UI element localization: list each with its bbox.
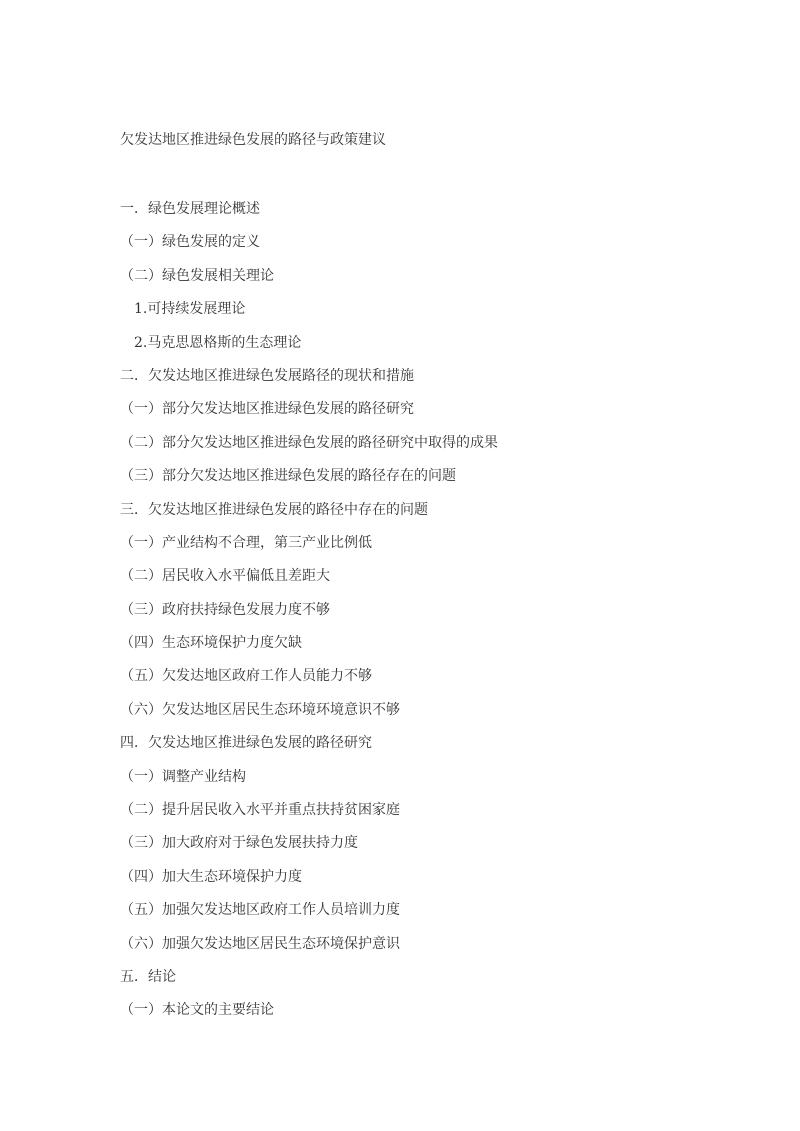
- toc-section: （一）绿色发展的定义: [120, 234, 260, 251]
- toc-section: （三）政府扶持绿色发展力度不够: [120, 601, 330, 618]
- toc-chapter: 四．欠发达地区推进绿色发展的路径研究: [120, 735, 372, 752]
- toc-chapter: 二．欠发达地区推进绿色发展路径的现状和措施: [120, 367, 414, 384]
- document-title: 欠发达地区推进绿色发展的路径与政策建议: [120, 132, 386, 148]
- toc-section: （一）部分欠发达地区推进绿色发展的路径研究: [120, 401, 414, 418]
- toc-section: （四）生态环境保护力度欠缺: [120, 635, 302, 652]
- toc-section: （三）部分欠发达地区推进绿色发展的路径存在的问题: [120, 468, 456, 485]
- toc-section: （二）绿色发展相关理论: [120, 267, 274, 284]
- toc-section: （二）部分欠发达地区推进绿色发展的路径研究中取得的成果: [120, 434, 498, 451]
- toc-section: （五）欠发达地区政府工作人员能力不够: [120, 668, 372, 685]
- toc-section: （一）调整产业结构: [120, 768, 246, 785]
- table-of-contents: [0, 198, 800, 1033]
- toc-chapter: 三．欠发达地区推进绿色发展的路径中存在的问题: [120, 501, 428, 518]
- toc-subsection: 1.可持续发展理论: [134, 301, 246, 318]
- toc-section: （三）加大政府对于绿色发展扶持力度: [120, 835, 358, 852]
- toc-section: （一）产业结构不合理，第三产业比例低: [120, 534, 372, 551]
- toc-section: （五）加强欠发达地区政府工作人员培训力度: [120, 902, 400, 919]
- toc-chapter: 一．绿色发展理论概述: [120, 201, 260, 217]
- toc-section: （二）居民收入水平偏低且差距大: [120, 568, 330, 585]
- toc-section: （六）欠发达地区居民生态环境环境意识不够: [120, 701, 400, 718]
- toc-section: （四）加大生态环境保护力度: [120, 868, 302, 885]
- toc-section: （二）提升居民收入水平并重点扶持贫困家庭: [120, 802, 400, 819]
- toc-section: （六）加强欠发达地区居民生态环境保护意识: [120, 935, 400, 952]
- toc-section: （一）本论文的主要结论: [120, 1002, 274, 1019]
- toc-chapter: 五．结论: [120, 968, 176, 985]
- toc-subsection: 2.马克思恩格斯的生态理论: [134, 334, 302, 351]
